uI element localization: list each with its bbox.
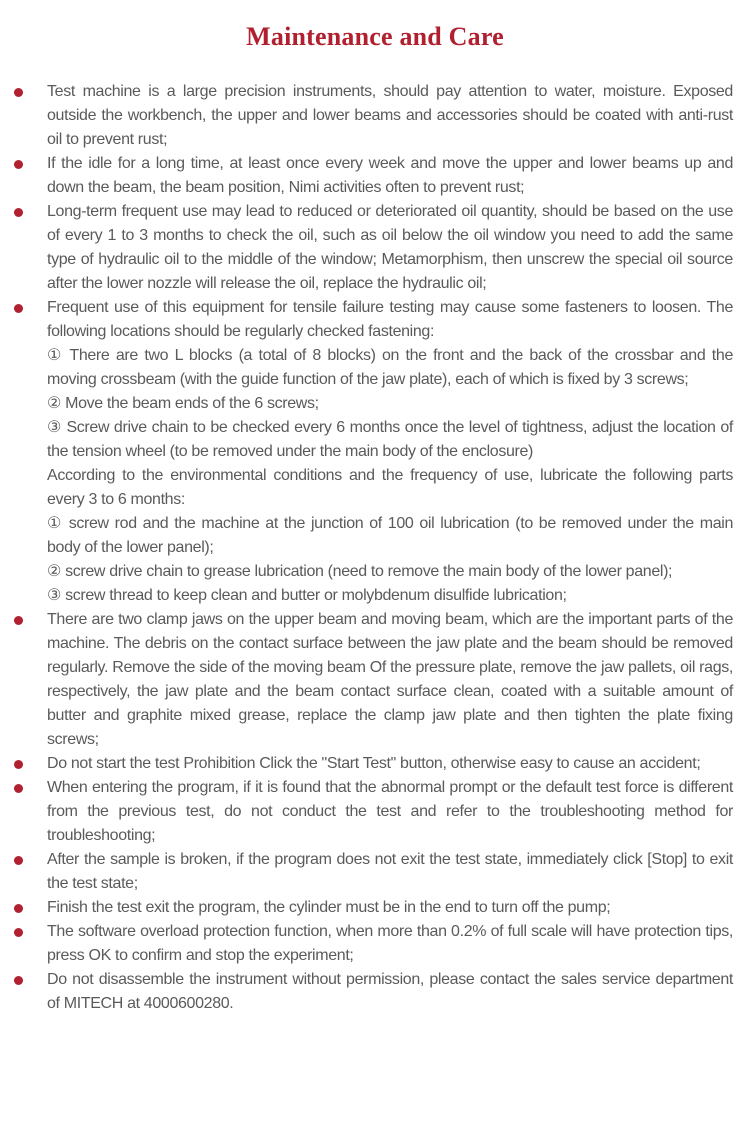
item-paragraph: There are two clamp jaws on the upper beam and moving beam, which are the important parts of the machine. The debris on the contact surface between the jaw plate and the beam should be removed regularly. Remove the side of the moving beam Of the pressure plate, remove the jaw pallets, oil rags, respectively, the jaw plate and the beam contact surface clean, coated with a suitable amount of butter and graphite mixed grease, replace the clamp jaw plate and then tighten the plate fixing screws; [47, 611, 733, 748]
bullet-icon [14, 160, 23, 169]
list-item [14, 896, 733, 920]
list-item [14, 920, 733, 968]
item-content [47, 896, 733, 920]
item-content [47, 752, 733, 776]
item-paragraph: The software overload protection function, when more than 0.2% of full scale will have protection tips, press OK to confirm and stop the experiment; [47, 923, 733, 964]
list-item [14, 848, 733, 896]
item-content [47, 920, 733, 968]
item-paragraph: ① screw rod and the machine at the junction of 100 oil lubrication (to be removed under the main body of the lower panel); [47, 515, 733, 556]
bullet-icon [14, 784, 23, 793]
item-paragraph: After the sample is broken, if the program does not exit the test state, immediately click [Stop] to exit the test state; [47, 851, 733, 892]
list-item [14, 776, 733, 848]
bullet-list [14, 80, 733, 1016]
bullet-icon [14, 928, 23, 937]
item-paragraph: If the idle for a long time, at least once every week and move the upper and lower beams up and down the beam, the beam position, Nimi activities often to prevent rust; [47, 155, 733, 196]
bullet-icon [14, 904, 23, 913]
item-content [47, 848, 733, 896]
list-item [14, 968, 733, 1016]
list-item [14, 752, 733, 776]
list-item [14, 200, 733, 296]
item-content [47, 80, 733, 152]
page-title: Maintenance and Care [246, 22, 504, 51]
item-paragraph: ③ Screw drive chain to be checked every 6 months once the level of tightness, adjust the location of the tension wheel (to be removed under the main body of the enclosure) [47, 419, 733, 460]
bullet-icon [14, 760, 23, 769]
item-content [47, 296, 733, 608]
item-paragraph: Test machine is a large precision instruments, should pay attention to water, moisture. Exposed outside the workbench, the upper and lower beams and accessories should be coated with anti-rust oil to prevent rust; [47, 83, 733, 148]
bullet-icon [14, 304, 23, 313]
item-paragraph: Long-term frequent use may lead to reduced or deteriorated oil quantity, should be based on the use of every 1 to 3 months to check the oil, such as oil below the oil window you need to add the same type of hydraulic oil to the middle of the window; Metamorphism, then unscrew the special oil source after the lower nozzle will release the oil, replace the hydraulic oil; [47, 203, 733, 292]
list-item [14, 296, 733, 608]
item-content [47, 968, 733, 1016]
item-paragraph: ② Move the beam ends of the 6 screws; [47, 395, 319, 412]
list-item [14, 608, 733, 752]
item-paragraph: Do not disassemble the instrument without permission, please contact the sales service department of MITECH at 4000600280. [47, 971, 733, 1012]
document-page [0, 20, 750, 1124]
item-paragraph: Frequent use of this equipment for tensile failure testing may cause some fasteners to loosen. The following locations should be regularly checked fastening: [47, 299, 733, 340]
item-content [47, 776, 733, 848]
item-content [47, 608, 733, 752]
item-paragraph: According to the environmental conditions and the frequency of use, lubricate the following parts every 3 to 6 months: [47, 467, 733, 508]
bullet-icon [14, 856, 23, 865]
item-content [47, 200, 733, 296]
item-paragraph: When entering the program, if it is found that the abnormal prompt or the default test force is different from the previous test, do not conduct the test and refer to the troubleshooting method for troubleshooting; [47, 779, 733, 844]
list-item [14, 80, 733, 152]
item-content [47, 152, 733, 200]
item-paragraph: ① There are two L blocks (a total of 8 blocks) on the front and the back of the crossbar and the moving crossbeam (with the guide function of the jaw plate), each of which is fixed by 3 screws; [47, 347, 733, 388]
item-paragraph: Finish the test exit the program, the cylinder must be in the end to turn off the pump; [47, 899, 611, 916]
bullet-icon [14, 88, 23, 97]
bullet-icon [14, 616, 23, 625]
bullet-icon [14, 208, 23, 217]
item-paragraph: ③ screw thread to keep clean and butter or molybdenum disulfide lubrication; [47, 587, 567, 604]
list-item [14, 152, 733, 200]
bullet-icon [14, 976, 23, 985]
item-paragraph: ② screw drive chain to grease lubrication (need to remove the main body of the lower panel); [47, 563, 673, 580]
item-paragraph: Do not start the test Prohibition Click the "Start Test" button, otherwise easy to cause an accident; [47, 755, 701, 772]
